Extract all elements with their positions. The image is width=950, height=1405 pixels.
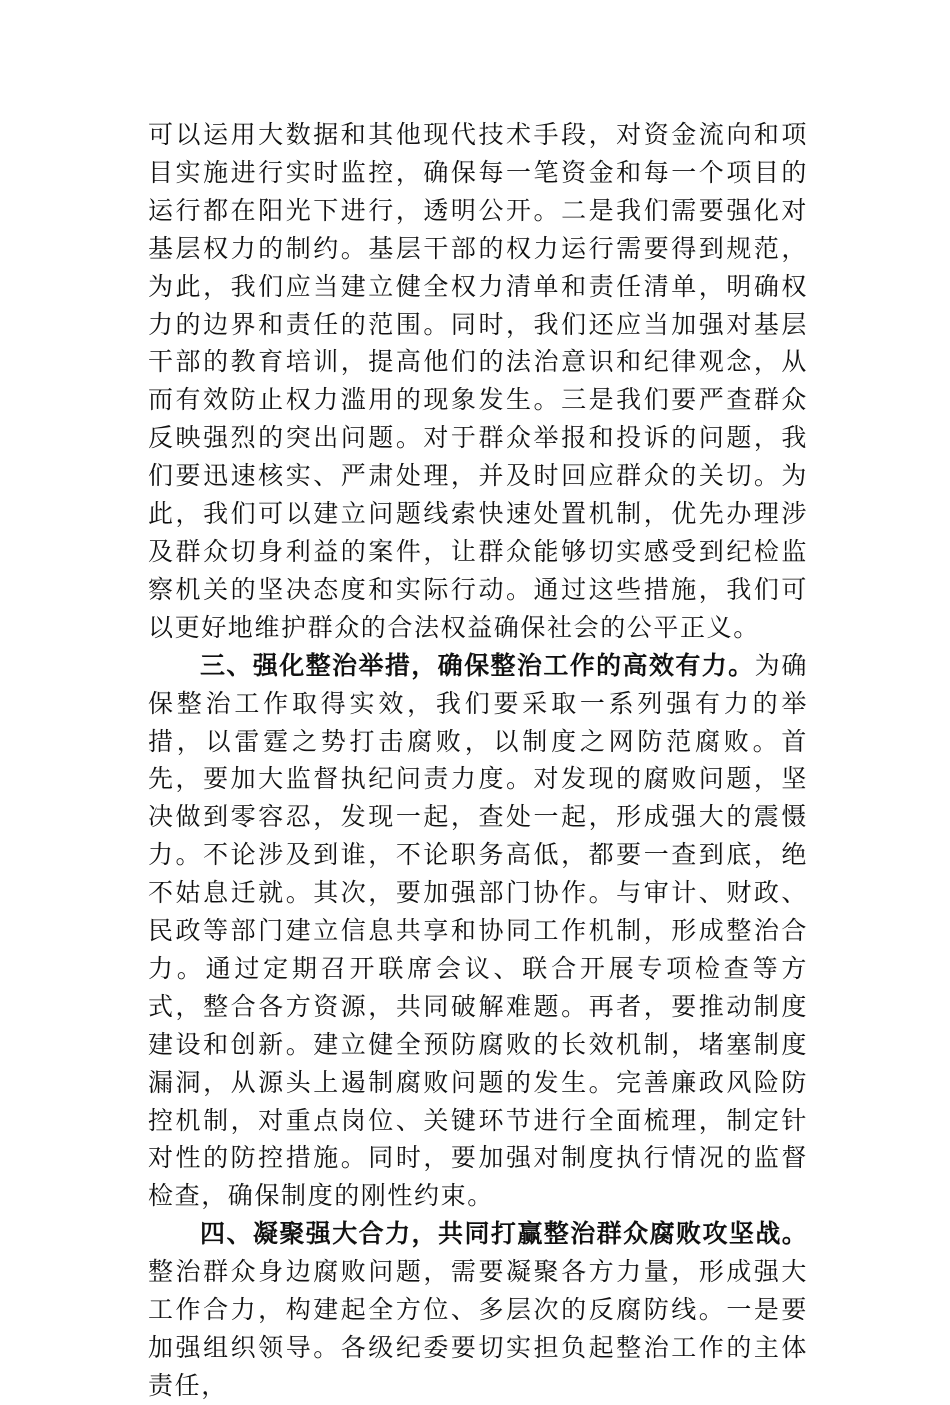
section-4-body: 整治群众身边腐败问题，需要凝聚各方力量，形成强大工作合力，构建起全方位、多层次的反腐防线。一是要加强组织领导。各级纪委要切实担负起整治工作的主体责任， xyxy=(148,1257,808,1400)
section-4-paragraph xyxy=(148,1215,808,1405)
document-page xyxy=(148,116,808,1405)
paragraph-1: 可以运用大数据和其他现代技术手段，对资金流向和项目实施进行实时监控，确保每一笔资金和每一个项目的运行都在阳光下进行，透明公开。二是我们需要强化对基层权力的制约。基层干部的权力运行需要得到规范，为此，我们应当建立健全权力清单和责任清单，明确权力的边界和责任的范围。同时，我们还应当加强对基层干部的教育培训，提高他们的法治意识和纪律观念，从而有效防止权力滥用的现象发生。三是我们要严查群众反映强烈的突出问题。对于群众举报和投诉的问题，我们要迅速核实、严肃处理，并及时回应群众的关切。为此，我们可以建立问题线索快速处置机制，优先办理涉及群众切身利益的案件，让群众能够切实感受到纪检监察机关的坚决态度和实际行动。通过这些措施，我们可以更好地维护群众的合法权益确保社会的公平正义。 xyxy=(148,120,808,642)
section-3-body: 为确保整治工作取得实效，我们要采取一系列强有力的举措，以雷霆之势打击腐败，以制度之网防范腐败。首先，要加大监督执纪问责力度。对发现的腐败问题，坚决做到零容忍，发现一起，查处一起，形成强大的震慑力。不论涉及到谁，不论职务高低，都要一查到底，绝不姑息迁就。其次，要加强部门协作。与审计、财政、民政等部门建立信息共享和协同工作机制，形成整治合力。通过定期召开联席会议、联合开展专项检查等方式，整合各方资源，共同破解难题。再者，要推动制度建设和创新。建立健全预防腐败的长效机制，堵塞制度漏洞，从源头上遏制腐败问题的发生。完善廉政风险防控机制，对重点岗位、关键环节进行全面梳理，制定针对性的防控措施。同时，要加强对制度执行情况的监督检查，确保制度的刚性约束。 xyxy=(148,650,809,1211)
section-3-heading: 三、强化整治举措，确保整治工作的高效有力。 xyxy=(200,650,755,680)
section-3-paragraph xyxy=(148,647,808,1216)
section-4-heading: 四、凝聚强大合力，共同打赢整治群众腐败攻坚战。 xyxy=(200,1219,808,1249)
